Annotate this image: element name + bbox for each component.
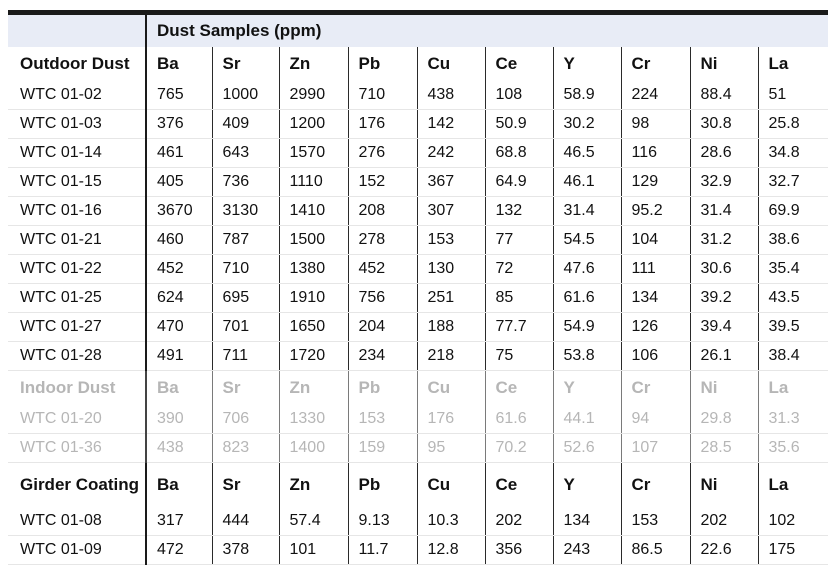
cell-sr: 701 bbox=[212, 313, 279, 342]
column-header-ni: Ni bbox=[690, 463, 758, 508]
cell-sr: 706 bbox=[212, 405, 279, 434]
cell-ni: 22.6 bbox=[690, 536, 758, 565]
cell-y: 30.2 bbox=[553, 110, 621, 139]
section-label: Girder Coating bbox=[20, 475, 140, 494]
table-row bbox=[8, 405, 828, 434]
sample-id: WTC 01-02 bbox=[8, 81, 146, 110]
cell-ni: 29.8 bbox=[690, 405, 758, 434]
cell-la: 38.4 bbox=[758, 342, 828, 371]
cell-ce: 75 bbox=[485, 342, 553, 371]
column-header-zn: Zn bbox=[279, 371, 348, 406]
dust-samples-table bbox=[8, 15, 828, 565]
column-header-ce: Ce bbox=[485, 47, 553, 81]
cell-cr: 94 bbox=[621, 405, 690, 434]
cell-ni: 28.6 bbox=[690, 139, 758, 168]
cell-cr: 116 bbox=[621, 139, 690, 168]
column-header-cu: Cu bbox=[417, 371, 485, 406]
column-header-pb: Pb bbox=[348, 47, 417, 81]
cell-y: 58.9 bbox=[553, 81, 621, 110]
cell-cu: 188 bbox=[417, 313, 485, 342]
cell-ce: 50.9 bbox=[485, 110, 553, 139]
sample-id: WTC 01-09 bbox=[8, 536, 146, 565]
cell-cu: 130 bbox=[417, 255, 485, 284]
column-header-cr: Cr bbox=[621, 47, 690, 81]
cell-cu: 251 bbox=[417, 284, 485, 313]
cell-ba: 3670 bbox=[146, 197, 212, 226]
column-header-ni: Ni bbox=[690, 47, 758, 81]
table-row bbox=[8, 168, 828, 197]
table-row bbox=[8, 284, 828, 313]
sample-id: WTC 01-27 bbox=[8, 313, 146, 342]
table-title: Dust Samples (ppm) bbox=[146, 15, 828, 47]
sample-id: WTC 01-25 bbox=[8, 284, 146, 313]
column-header-cr: Cr bbox=[621, 371, 690, 406]
table-row bbox=[8, 536, 828, 565]
sample-id: WTC 01-08 bbox=[8, 507, 146, 536]
sample-id: WTC 01-15 bbox=[8, 168, 146, 197]
column-header-pb: Pb bbox=[348, 371, 417, 406]
cell-sr: 3130 bbox=[212, 197, 279, 226]
table-row bbox=[8, 81, 828, 110]
section-label: Indoor Dust bbox=[20, 378, 116, 397]
cell-cr: 98 bbox=[621, 110, 690, 139]
cell-y: 134 bbox=[553, 507, 621, 536]
table-row bbox=[8, 139, 828, 168]
column-header-la: La bbox=[758, 371, 828, 406]
cell-la: 38.6 bbox=[758, 226, 828, 255]
section-header-row bbox=[8, 47, 828, 81]
cell-sr: 695 bbox=[212, 284, 279, 313]
table-row bbox=[8, 110, 828, 139]
cell-cr: 86.5 bbox=[621, 536, 690, 565]
cell-ni: 88.4 bbox=[690, 81, 758, 110]
cell-ce: 356 bbox=[485, 536, 553, 565]
cell-ba: 472 bbox=[146, 536, 212, 565]
sample-id: WTC 01-20 bbox=[8, 405, 146, 434]
cell-sr: 711 bbox=[212, 342, 279, 371]
cell-ba: 405 bbox=[146, 168, 212, 197]
column-header-la: La bbox=[758, 463, 828, 508]
cell-ba: 438 bbox=[146, 434, 212, 463]
cell-y: 61.6 bbox=[553, 284, 621, 313]
cell-zn: 1410 bbox=[279, 197, 348, 226]
cell-cu: 176 bbox=[417, 405, 485, 434]
cell-la: 39.5 bbox=[758, 313, 828, 342]
cell-cr: 126 bbox=[621, 313, 690, 342]
cell-la: 25.8 bbox=[758, 110, 828, 139]
cell-ce: 202 bbox=[485, 507, 553, 536]
column-header-ni: Ni bbox=[690, 371, 758, 406]
cell-ce: 68.8 bbox=[485, 139, 553, 168]
cell-ba: 390 bbox=[146, 405, 212, 434]
cell-cr: 104 bbox=[621, 226, 690, 255]
cell-pb: 9.13 bbox=[348, 507, 417, 536]
cell-ba: 624 bbox=[146, 284, 212, 313]
cell-ce: 132 bbox=[485, 197, 553, 226]
section-header-row bbox=[8, 371, 828, 406]
column-header-cr: Cr bbox=[621, 463, 690, 508]
cell-cu: 367 bbox=[417, 168, 485, 197]
table-row bbox=[8, 313, 828, 342]
cell-la: 43.5 bbox=[758, 284, 828, 313]
cell-cu: 142 bbox=[417, 110, 485, 139]
column-header-cu: Cu bbox=[417, 47, 485, 81]
cell-y: 243 bbox=[553, 536, 621, 565]
cell-ni: 30.6 bbox=[690, 255, 758, 284]
cell-ce: 70.2 bbox=[485, 434, 553, 463]
cell-la: 69.9 bbox=[758, 197, 828, 226]
table-row bbox=[8, 342, 828, 371]
cell-y: 44.1 bbox=[553, 405, 621, 434]
cell-pb: 452 bbox=[348, 255, 417, 284]
cell-ba: 317 bbox=[146, 507, 212, 536]
cell-sr: 736 bbox=[212, 168, 279, 197]
column-header-cu: Cu bbox=[417, 463, 485, 508]
cell-zn: 1910 bbox=[279, 284, 348, 313]
cell-cr: 106 bbox=[621, 342, 690, 371]
cell-ni: 28.5 bbox=[690, 434, 758, 463]
cell-ce: 85 bbox=[485, 284, 553, 313]
cell-ni: 39.4 bbox=[690, 313, 758, 342]
cell-pb: 159 bbox=[348, 434, 417, 463]
cell-pb: 756 bbox=[348, 284, 417, 313]
cell-ni: 30.8 bbox=[690, 110, 758, 139]
cell-sr: 1000 bbox=[212, 81, 279, 110]
cell-cu: 12.8 bbox=[417, 536, 485, 565]
cell-cr: 153 bbox=[621, 507, 690, 536]
column-header-y: Y bbox=[553, 371, 621, 406]
cell-cr: 129 bbox=[621, 168, 690, 197]
cell-ni: 31.2 bbox=[690, 226, 758, 255]
cell-zn: 101 bbox=[279, 536, 348, 565]
table-row bbox=[8, 226, 828, 255]
cell-cr: 95.2 bbox=[621, 197, 690, 226]
cell-y: 46.5 bbox=[553, 139, 621, 168]
cell-la: 34.8 bbox=[758, 139, 828, 168]
cell-ni: 26.1 bbox=[690, 342, 758, 371]
cell-cr: 111 bbox=[621, 255, 690, 284]
cell-zn: 1110 bbox=[279, 168, 348, 197]
column-header-ce: Ce bbox=[485, 463, 553, 508]
cell-pb: 710 bbox=[348, 81, 417, 110]
cell-pb: 276 bbox=[348, 139, 417, 168]
cell-zn: 1650 bbox=[279, 313, 348, 342]
cell-pb: 278 bbox=[348, 226, 417, 255]
cell-la: 31.3 bbox=[758, 405, 828, 434]
sample-id: WTC 01-14 bbox=[8, 139, 146, 168]
table-row bbox=[8, 434, 828, 463]
column-header-sr: Sr bbox=[212, 47, 279, 81]
cell-ba: 452 bbox=[146, 255, 212, 284]
cell-ni: 39.2 bbox=[690, 284, 758, 313]
column-header-sr: Sr bbox=[212, 463, 279, 508]
cell-la: 51 bbox=[758, 81, 828, 110]
cell-y: 54.5 bbox=[553, 226, 621, 255]
column-header-ba: Ba bbox=[146, 47, 212, 81]
cell-ce: 64.9 bbox=[485, 168, 553, 197]
cell-ni: 202 bbox=[690, 507, 758, 536]
cell-cu: 242 bbox=[417, 139, 485, 168]
cell-sr: 710 bbox=[212, 255, 279, 284]
section-header-row bbox=[8, 463, 828, 508]
cell-la: 35.6 bbox=[758, 434, 828, 463]
cell-y: 47.6 bbox=[553, 255, 621, 284]
cell-cu: 10.3 bbox=[417, 507, 485, 536]
column-header-ba: Ba bbox=[146, 371, 212, 406]
cell-pb: 11.7 bbox=[348, 536, 417, 565]
cell-zn: 1330 bbox=[279, 405, 348, 434]
cell-zn: 1570 bbox=[279, 139, 348, 168]
cell-y: 52.6 bbox=[553, 434, 621, 463]
column-header-ce: Ce bbox=[485, 371, 553, 406]
cell-zn: 1200 bbox=[279, 110, 348, 139]
cell-ce: 108 bbox=[485, 81, 553, 110]
cell-pb: 208 bbox=[348, 197, 417, 226]
corner-cell bbox=[8, 15, 146, 47]
cell-zn: 1720 bbox=[279, 342, 348, 371]
cell-ba: 376 bbox=[146, 110, 212, 139]
cell-sr: 823 bbox=[212, 434, 279, 463]
section-label: Outdoor Dust bbox=[20, 54, 130, 73]
cell-zn: 1400 bbox=[279, 434, 348, 463]
cell-la: 175 bbox=[758, 536, 828, 565]
cell-ba: 460 bbox=[146, 226, 212, 255]
cell-pb: 234 bbox=[348, 342, 417, 371]
cell-cu: 438 bbox=[417, 81, 485, 110]
cell-pb: 176 bbox=[348, 110, 417, 139]
sample-id: WTC 01-16 bbox=[8, 197, 146, 226]
column-header-zn: Zn bbox=[279, 47, 348, 81]
cell-ce: 61.6 bbox=[485, 405, 553, 434]
cell-ba: 491 bbox=[146, 342, 212, 371]
cell-ce: 77.7 bbox=[485, 313, 553, 342]
cell-ni: 31.4 bbox=[690, 197, 758, 226]
cell-ce: 72 bbox=[485, 255, 553, 284]
cell-cr: 134 bbox=[621, 284, 690, 313]
cell-pb: 153 bbox=[348, 405, 417, 434]
sample-id: WTC 01-36 bbox=[8, 434, 146, 463]
sample-id: WTC 01-22 bbox=[8, 255, 146, 284]
cell-y: 53.8 bbox=[553, 342, 621, 371]
column-header-zn: Zn bbox=[279, 463, 348, 508]
table-row bbox=[8, 255, 828, 284]
cell-ba: 470 bbox=[146, 313, 212, 342]
sample-id: WTC 01-21 bbox=[8, 226, 146, 255]
cell-y: 54.9 bbox=[553, 313, 621, 342]
cell-cr: 107 bbox=[621, 434, 690, 463]
cell-ba: 765 bbox=[146, 81, 212, 110]
cell-ba: 461 bbox=[146, 139, 212, 168]
cell-pb: 152 bbox=[348, 168, 417, 197]
sample-id: WTC 01-03 bbox=[8, 110, 146, 139]
table-title-row bbox=[8, 15, 828, 47]
cell-zn: 1380 bbox=[279, 255, 348, 284]
cell-y: 46.1 bbox=[553, 168, 621, 197]
sample-id: WTC 01-28 bbox=[8, 342, 146, 371]
cell-pb: 204 bbox=[348, 313, 417, 342]
column-header-pb: Pb bbox=[348, 463, 417, 508]
cell-cr: 224 bbox=[621, 81, 690, 110]
cell-ce: 77 bbox=[485, 226, 553, 255]
cell-cu: 218 bbox=[417, 342, 485, 371]
cell-zn: 57.4 bbox=[279, 507, 348, 536]
cell-sr: 444 bbox=[212, 507, 279, 536]
cell-cu: 153 bbox=[417, 226, 485, 255]
cell-cu: 95 bbox=[417, 434, 485, 463]
column-header-y: Y bbox=[553, 47, 621, 81]
cell-zn: 2990 bbox=[279, 81, 348, 110]
cell-zn: 1500 bbox=[279, 226, 348, 255]
cell-la: 32.7 bbox=[758, 168, 828, 197]
column-header-la: La bbox=[758, 47, 828, 81]
cell-la: 35.4 bbox=[758, 255, 828, 284]
cell-sr: 787 bbox=[212, 226, 279, 255]
column-header-sr: Sr bbox=[212, 371, 279, 406]
column-header-y: Y bbox=[553, 463, 621, 508]
cell-y: 31.4 bbox=[553, 197, 621, 226]
cell-sr: 643 bbox=[212, 139, 279, 168]
cell-la: 102 bbox=[758, 507, 828, 536]
cell-cu: 307 bbox=[417, 197, 485, 226]
cell-sr: 409 bbox=[212, 110, 279, 139]
cell-sr: 378 bbox=[212, 536, 279, 565]
cell-ni: 32.9 bbox=[690, 168, 758, 197]
column-header-ba: Ba bbox=[146, 463, 212, 508]
table-row bbox=[8, 197, 828, 226]
table-row bbox=[8, 507, 828, 536]
